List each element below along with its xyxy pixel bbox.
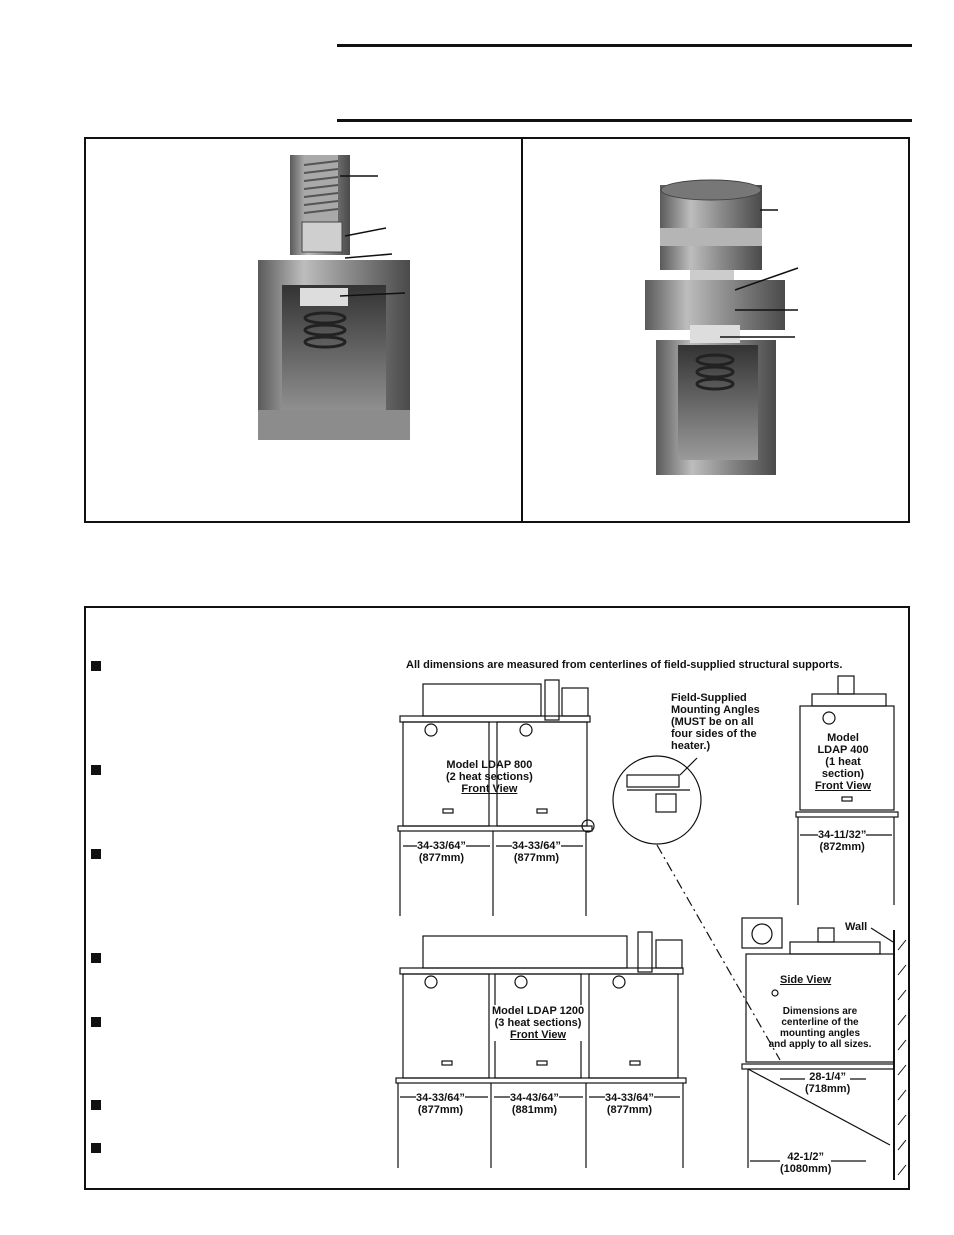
diagram-note: All dimensions are measured from centerlines of field-supplied structural supports. [406, 659, 843, 671]
ldap1200-dim-3: 34-33/64” (877mm) [605, 1092, 654, 1116]
ldap1200-label: Model LDAP 1200 (3 heat sections) Front View [492, 1005, 585, 1041]
ldap800-dim-2: 34-33/64” (877mm) [512, 840, 561, 864]
wall-label: Wall [845, 921, 868, 933]
ldap800-label: Model LDAP 800 (2 heat sections) Front View [446, 759, 533, 795]
side-view-title: Side View [780, 974, 832, 986]
side-view-note: Dimensions are centerline of the mounting angles and apply to all sizes. [768, 1006, 872, 1050]
ldap800-dim-1: 34-33/64” (877mm) [417, 840, 466, 864]
callout-text: Field-Supplied Mounting Angles (MUST be on all four sides of the heater.) [671, 692, 760, 752]
ldap1200-dim-2: 34-43/64” (881mm) [510, 1092, 559, 1116]
ldap400-label: Model LDAP 400 (1 heat section) Front View [815, 732, 872, 792]
ldap1200-dim-1: 34-33/64” (877mm) [416, 1092, 465, 1116]
ldap800-drawing [398, 680, 594, 916]
ldap400-dim: 34-11/32” (872mm) [818, 829, 867, 853]
side-dim-2: 42-1/2” (1080mm) [780, 1151, 832, 1175]
side-dim-1: 28-1/4” (718mm) [805, 1071, 851, 1095]
ldap1200-drawing [396, 932, 686, 1168]
wall-hatching [898, 940, 906, 1175]
